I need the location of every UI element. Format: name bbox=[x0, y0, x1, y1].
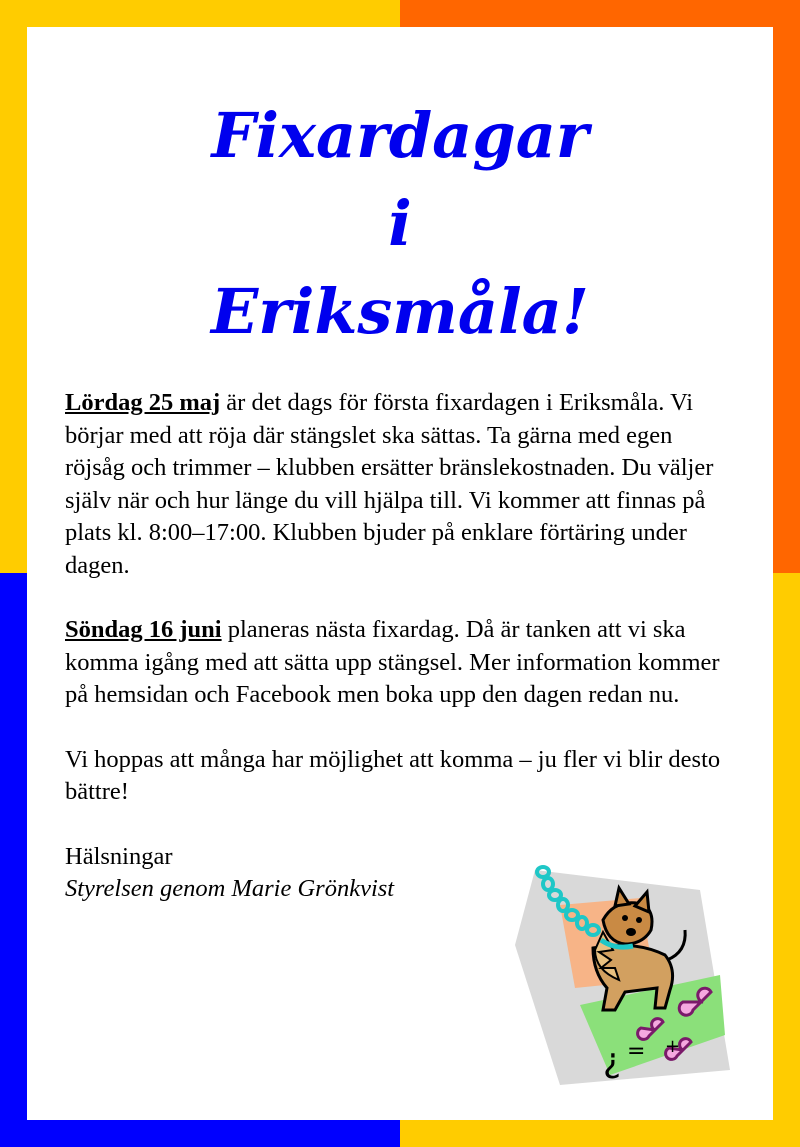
paragraph-first-workday bbox=[65, 387, 725, 582]
greeting: Hälsningar bbox=[65, 842, 173, 870]
paragraph-hope: Vi hoppas att många har möjlighet att komma – ju fler vi blir desto bättre! bbox=[65, 745, 721, 805]
paragraph-second-text: planeras nästa fixardag. Då är tanken att vi ska komma igång med att sätta upp stängsel. Mer information kommer på hemsidan och Facebook men boka upp den dagen redan nu. bbox=[65, 616, 720, 708]
poster-body bbox=[65, 387, 725, 906]
svg-text:=: = bbox=[627, 1039, 646, 1064]
paragraph-first-text: är det dags för första fixardagen i Eriksmåla. Vi börjar med att röja där stängslet ska sättas. Ta gärna med egen röjsåg och trimmer – klubben ersätter bränslekostnaden. Du väljer själv när och hur länge du vill hjälpa till. Vi kommer att finnas på plats kl. 8:00–17:00. Klubben bjuder på enklare förtäring under dagen. bbox=[65, 389, 714, 579]
poster-title bbox=[27, 92, 773, 356]
date-first-workday: Lördag 25 maj bbox=[65, 389, 221, 416]
paragraph-second-workday bbox=[65, 614, 725, 712]
title-line-2: i bbox=[388, 187, 412, 260]
title-line-1: Fixardagar bbox=[211, 99, 589, 172]
date-second-workday: Söndag 16 juni bbox=[65, 616, 222, 643]
dog-on-leash-with-bones-icon bbox=[515, 860, 730, 1085]
title-line-3: Eriksmåla! bbox=[210, 275, 590, 348]
svg-text:¿: ¿ bbox=[603, 1041, 622, 1081]
svg-text:+: + bbox=[665, 1036, 681, 1057]
poster-page bbox=[27, 27, 773, 1120]
signature: Styrelsen genom Marie Grönkvist bbox=[65, 875, 395, 902]
